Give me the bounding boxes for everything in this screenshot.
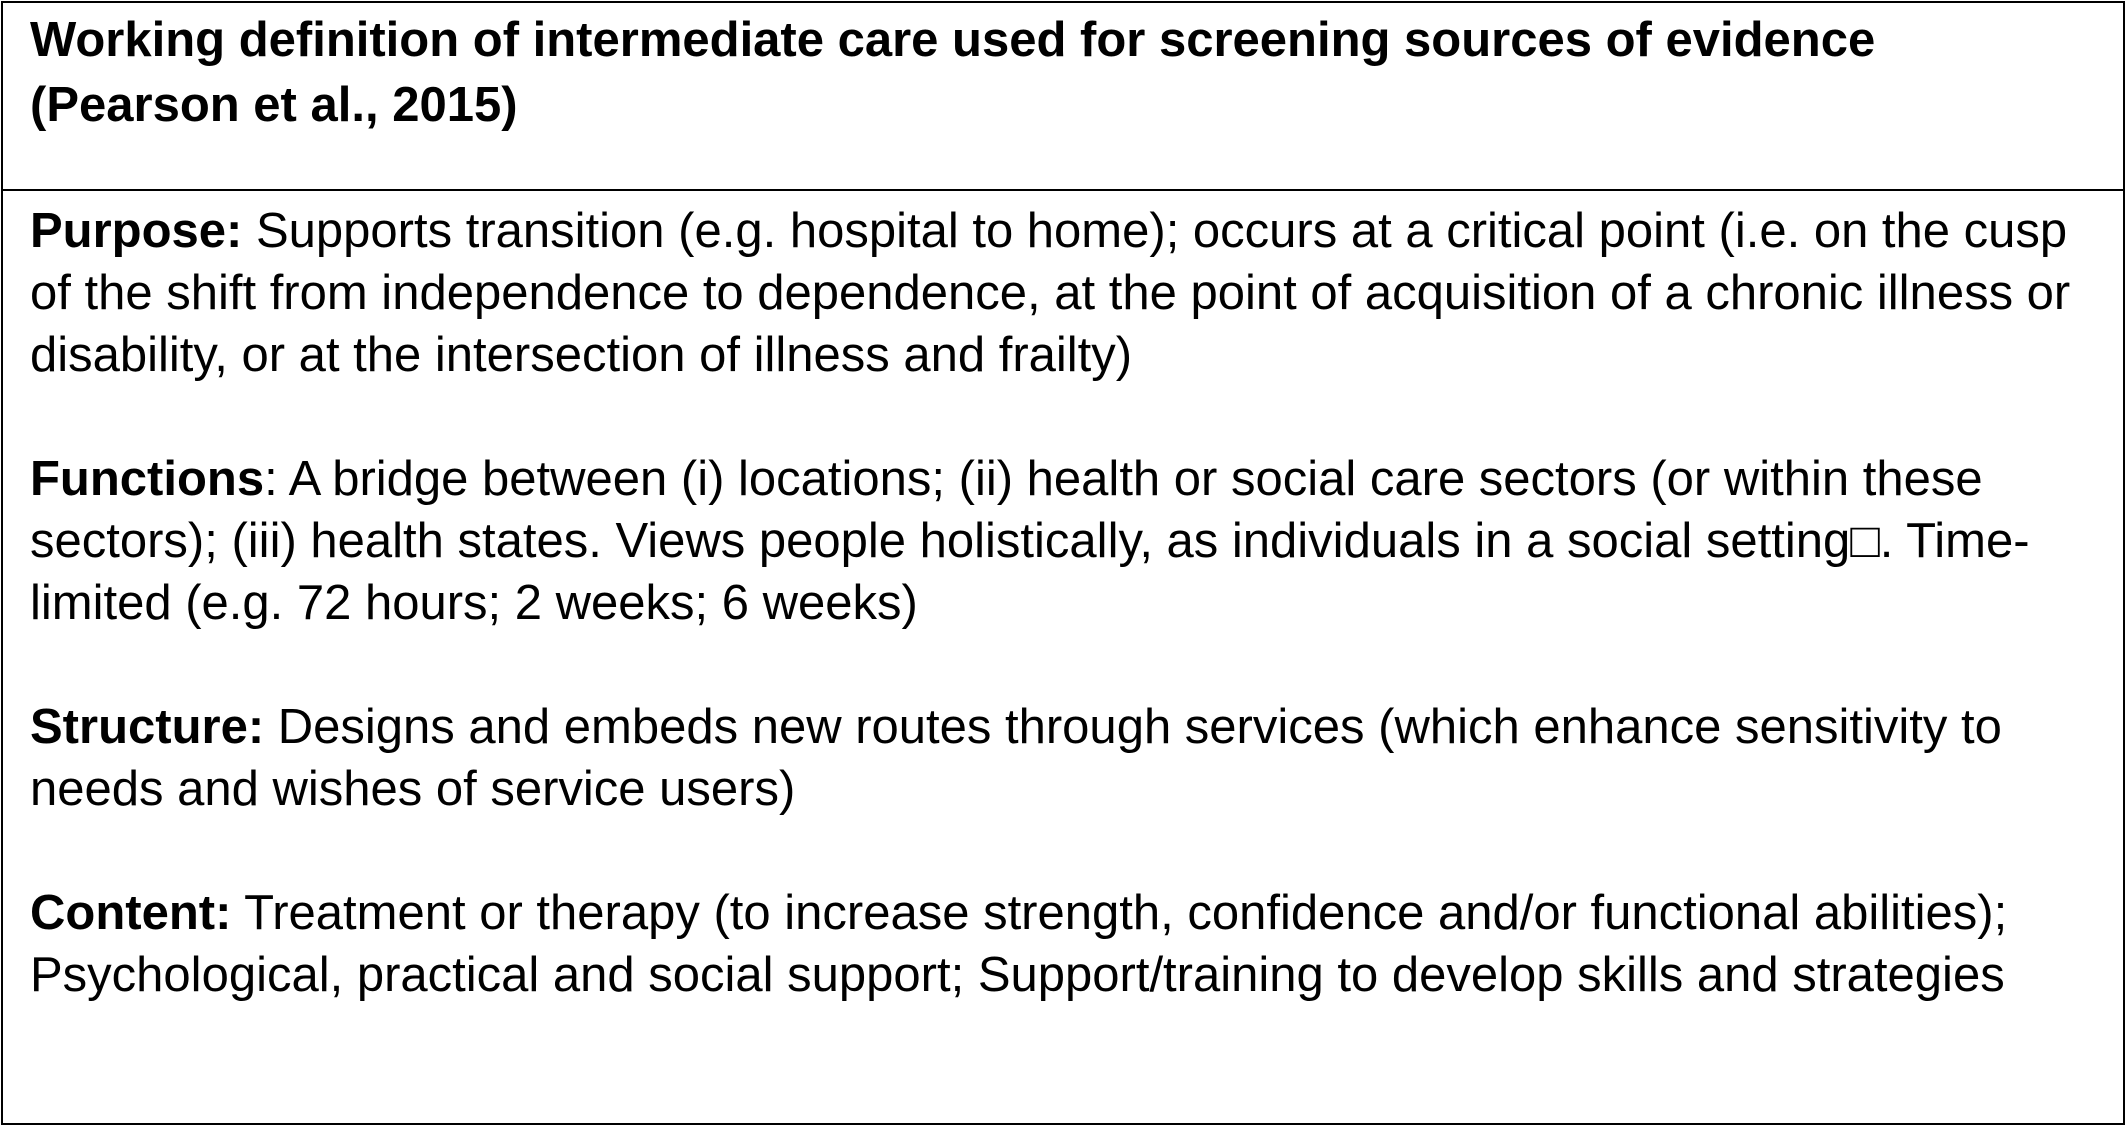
table-header-cell xyxy=(3,3,2123,191)
table-body-cell xyxy=(3,191,2123,1123)
section-content xyxy=(30,882,2103,1006)
section-heading: Content: xyxy=(30,886,232,940)
section-text: Treatment or therapy (to increase strength, confidence and/or functional abilities); Psychological, practical and social support; Support/training to develop skills and strategies xyxy=(30,886,2008,1002)
section-text: : A bridge between (i) locations; (ii) health or social care sectors (or within these sectors); (iii) health states. Views people holistically, as individuals in a social setting□. Time-limited (e.g. 72 hours; 2 weeks; 6 weeks) xyxy=(30,452,2030,630)
definition-table xyxy=(1,1,2125,1125)
section-text: Designs and embeds new routes through services (which enhance sensitivity to needs and wishes of service users) xyxy=(30,700,2002,816)
section-heading: Purpose: xyxy=(30,204,243,258)
section-heading: Functions xyxy=(30,452,265,506)
table-title: Working definition of intermediate care used for screening sources of evidence (Pearson et al., 2015) xyxy=(30,13,1876,132)
section-functions xyxy=(30,448,2103,634)
section-text: Supports transition (e.g. hospital to home); occurs at a critical point (i.e. on the cusp of the shift from independence to dependence, at the point of acquisition of a chronic illness or disability, or at the intersection of illness and frailty) xyxy=(30,204,2071,382)
section-structure xyxy=(30,696,2103,820)
section-heading: Structure: xyxy=(30,700,265,754)
section-purpose xyxy=(30,200,2103,386)
